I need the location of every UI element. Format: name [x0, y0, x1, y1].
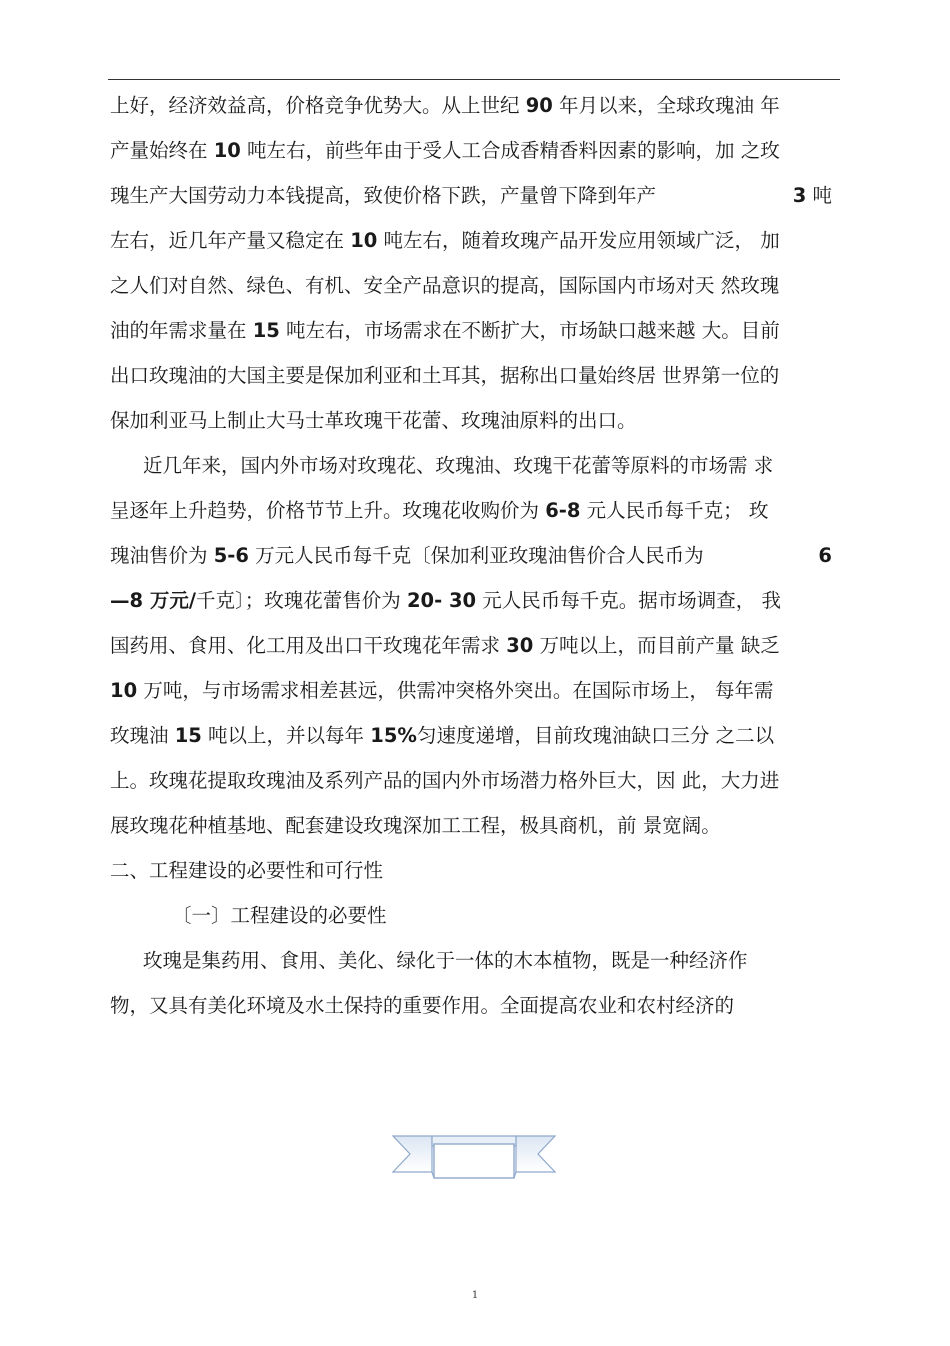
section-heading: 二、工程建设的必要性和可行性 [110, 859, 384, 882]
text-line: 油的年需求量在 15 吨左右，市场需求在不断扩大，市场缺口越来越 大。目前 [110, 319, 780, 342]
text-line: 上。玫瑰花提取玫瑰油及系列产品的国内外市场潜力格外巨大，因 此，大力进 [110, 769, 780, 792]
text-line: 呈逐年上升趋势，价格节节上升。玫瑰花收购价为 6-8 元人民币每千克； 玫 [110, 499, 769, 522]
text-line: 瑰生产大国劳动力本钱提高，致使价格下跌，产量曾下降到年产 3 吨 [110, 184, 832, 207]
text-line: 之人们对自然、绿色、有机、安全产品意识的提高，国际国内市场对天 然玫瑰 [110, 274, 780, 297]
text-line: 上好，经济效益高，价格竞争优势大。从上世纪 90 年月以来，全球玫瑰油 年 [110, 94, 780, 117]
text-line: 展玫瑰花种植基地、配套建设玫瑰深加工工程，极具商机，前 景宽阔。 [110, 814, 721, 837]
ribbon-banner-decoration [392, 1134, 556, 1182]
subsection-heading: 〔一〕工程建设的必要性 [172, 904, 387, 927]
text-line: 瑰油售价为 5-6 万元人民币每千克〔保加利亚玫瑰油售价合人民币为 6 [110, 544, 832, 567]
text-line: 出口玫瑰油的大国主要是保加利亚和土耳其，据称出口量始终居 世界第一位的 [110, 364, 780, 387]
text-line: 国药用、食用、化工用及出口干玫瑰花年需求 30 万吨以上，而目前产量 缺乏 [110, 634, 780, 657]
text-line: 产量始终在 10 吨左右，前些年由于受人工合成香精香料因素的影响，加 之玫 [110, 139, 780, 162]
text-line: 保加利亚马上制止大马士革玫瑰干花蕾、玫瑰油原料的出口。 [110, 409, 637, 432]
text-line: 左右，近几年产量又稳定在 10 吨左右，随着玫瑰产品开发应用领域广泛， 加 [110, 229, 780, 252]
header-rule [108, 79, 840, 80]
text-line: 玫瑰是集药用、食用、美化、绿化于一体的木本植物，既是一种经济作 [143, 949, 748, 972]
text-line: —8 万元/千克〕；玫瑰花蕾售价为 20- 30 元人民币每千克。据市场调查， 我 [110, 589, 781, 612]
text-line: 近几年来，国内外市场对玫瑰花、玫瑰油、玫瑰干花蕾等原料的市场需 求 [143, 454, 774, 477]
text-line: 物，又具有美化环境及水土保持的重要作用。全面提高农业和农村经济的 [110, 994, 735, 1017]
text-line: 玫瑰油 15 吨以上，并以每年 15%匀速度递增，目前玫瑰油缺口三分 之二以 [110, 724, 775, 747]
page-number: 1 [471, 1290, 479, 1301]
body-text [110, 83, 832, 1028]
text-line: 10 万吨，与市场需求相差甚远，供需冲突格外突出。在国际市场上， 每年需 [110, 679, 774, 702]
